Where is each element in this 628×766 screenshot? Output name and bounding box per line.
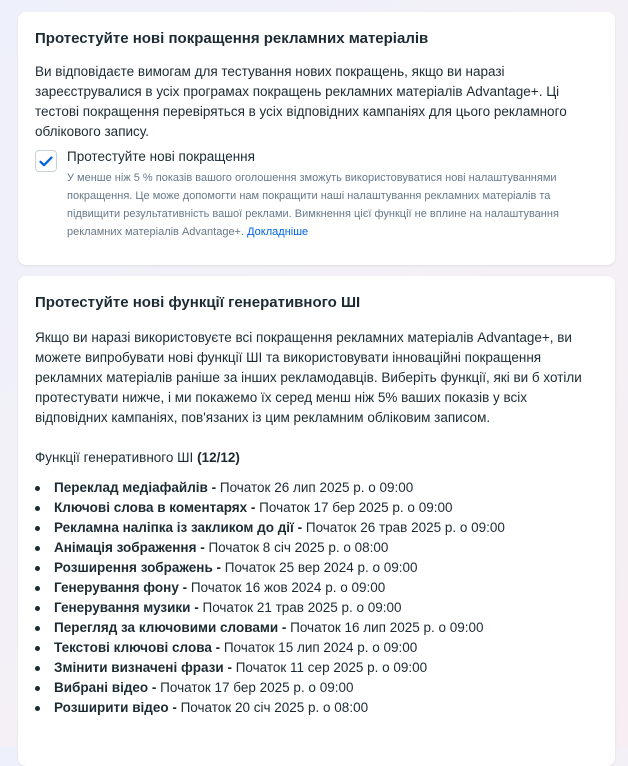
feature-start: Початок 17 бер 2025 р. о 09:00 xyxy=(160,680,354,695)
feature-start: Початок 25 вер 2024 р. о 09:00 xyxy=(224,560,418,575)
section1-description: Ви відповідаєте вимогам для тестування нових покращень, якщо ви наразі зареєструвалися в усіх програмах покращень рекламних матеріалів Advantage+. Ці тестові покращення перевіряться в усіх відповідних кампаніях для цього рекламного облікового запису. xyxy=(35,64,567,139)
checkmark-icon xyxy=(39,156,53,167)
feature-item: Текстові ключові слова - Початок 15 лип 2024 р. о 09:00 xyxy=(54,638,598,658)
feature-start: Початок 16 жов 2024 р. о 09:00 xyxy=(190,580,386,595)
feature-start: Початок 11 сер 2025 р. о 09:00 xyxy=(235,660,428,675)
feature-item: Змінити визначені фрази - Початок 11 сер 2025 р. о 09:00 xyxy=(54,658,598,678)
feature-name: Переклад медіафайлів xyxy=(54,480,208,495)
feature-name: Перегляд за ключовими словами xyxy=(54,620,279,635)
features-list-heading xyxy=(35,448,598,468)
feature-item: Рекламна наліпка із закликом до дії - Початок 26 трав 2025 р. о 09:00 xyxy=(54,518,598,538)
feature-name: Змінити визначені фрази xyxy=(54,660,224,675)
feature-start: Початок 20 січ 2025 р. о 08:00 xyxy=(180,700,369,715)
test-enhancements-help-text: У менше ніж 5 % показів вашого оголошення зможуть використовуватися нові налаштуваннями покращення. Це може допомогти нам покращити наші налаштування рекламних матеріалів та підвищити результативність вашої реклами. Вимкнення цієї функції не вплине на налаштування рекламних матеріалів Advantage+. xyxy=(67,172,559,238)
feature-start: Початок 16 лип 2025 р. о 09:00 xyxy=(290,620,484,635)
feature-name: Розширення зображень xyxy=(54,560,213,575)
feature-start: Початок 26 лип 2025 р. о 09:00 xyxy=(219,480,414,495)
test-enhancements-checkbox[interactable] xyxy=(35,150,57,172)
feature-item: Переклад медіафайлів - Початок 26 лип 2025 р. о 09:00 xyxy=(54,478,598,498)
feature-item: Розширити відео - Початок 20 січ 2025 р. о 08:00 xyxy=(54,698,598,718)
feature-item: Вибрані відео - Початок 17 бер 2025 р. о 09:00 xyxy=(54,678,598,698)
section1-title: Протестуйте нові покращення рекламних матеріалів xyxy=(35,30,429,47)
feature-name: Генерування фону xyxy=(54,580,179,595)
feature-start: Початок 17 бер 2025 р. о 09:00 xyxy=(259,500,453,515)
section2-description: Якщо ви наразі використовуєте всі покращення рекламних матеріалів Advantage+, ви можете випробувати нові функції ШІ та використовувати інноваційні покращення рекламних матеріалів раніше за інших рекламодавців. Виберіть функції, які ви б хотіли протестувати нижче, і ми покажемо їх серед менш ніж 5% ваших показів у всіх відповідних кампаніях, пов'язаних із цим рекламним обліковим записом. xyxy=(35,330,582,425)
feature-item: Анімація зображення - Початок 8 січ 2025 р. о 08:00 xyxy=(54,538,598,558)
feature-start: Початок 8 січ 2025 р. о 08:00 xyxy=(208,540,389,555)
feature-name: Вибрані відео xyxy=(54,680,149,695)
test-enhancements-description xyxy=(67,169,597,241)
generative-ai-features-list xyxy=(35,478,598,718)
feature-item: Розширення зображень - Початок 25 вер 2024 р. о 09:00 xyxy=(54,558,598,578)
test-enhancements-label: Протестуйте нові покращення xyxy=(67,149,255,164)
feature-item: Генерування музики - Початок 21 трав 2025 р. о 09:00 xyxy=(54,598,598,618)
feature-name: Текстові ключові слова xyxy=(54,640,212,655)
test-enhancements-option xyxy=(35,147,598,241)
creative-enhancements-card xyxy=(18,12,615,265)
feature-name: Розширити відео xyxy=(54,700,169,715)
section2-title: Протестуйте нові функції генеративного ШІ xyxy=(35,294,361,311)
feature-start: Початок 26 трав 2025 р. о 09:00 xyxy=(305,520,505,535)
feature-item: Ключові слова в коментарях - Початок 17 бер 2025 р. о 09:00 xyxy=(54,498,598,518)
features-list-heading-label: Функції генеративного ШІ xyxy=(35,450,194,465)
feature-name: Ключові слова в коментарях xyxy=(54,500,248,515)
learn-more-link[interactable]: Докладніше xyxy=(247,226,309,238)
feature-start: Початок 15 лип 2024 р. о 09:00 xyxy=(223,640,418,655)
feature-item: Перегляд за ключовими словами - Початок 16 лип 2025 р. о 09:00 xyxy=(54,618,598,638)
feature-start: Початок 21 трав 2025 р. о 09:00 xyxy=(202,600,402,615)
feature-name: Генерування музики xyxy=(54,600,191,615)
feature-item: Генерування фону - Початок 16 жов 2024 р. о 09:00 xyxy=(54,578,598,598)
feature-name: Анімація зображення xyxy=(54,540,197,555)
features-count: (12/12) xyxy=(197,450,240,465)
feature-name: Рекламна наліпка із закликом до дії xyxy=(54,520,294,535)
generative-ai-card xyxy=(18,276,615,766)
